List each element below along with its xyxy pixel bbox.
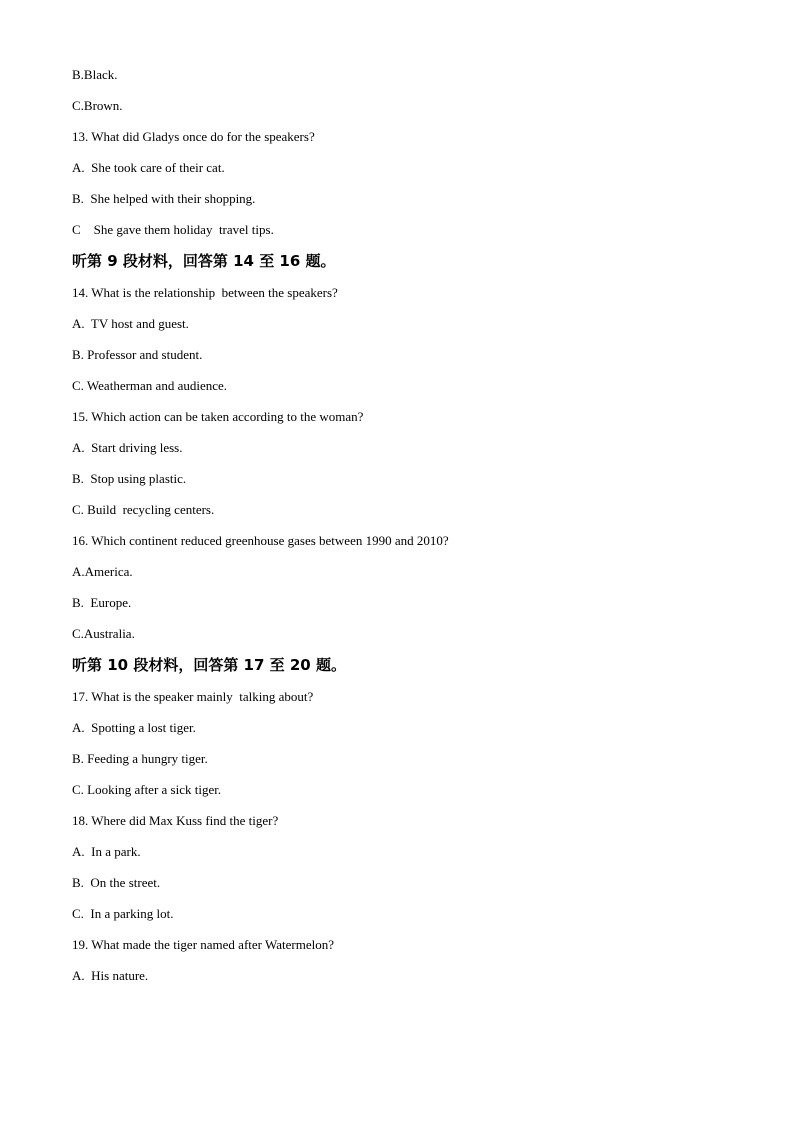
option-line: B. Professor and student. — [72, 347, 203, 362]
option-line: B. On the street. — [72, 875, 161, 890]
question-line: 19. What made the tiger named after Watermelon? — [72, 937, 334, 952]
option-line: B. Stop using plastic. — [72, 471, 187, 486]
question-line: 16. Which continent reduced greenhouse gases between 1990 and 2010? — [72, 533, 449, 548]
option-line: C. Looking after a sick tiger. — [72, 782, 222, 797]
option-line: A. Spotting a lost tiger. — [72, 720, 196, 735]
question-line: 14. What is the relationship between the speakers? — [72, 285, 338, 300]
document-page — [72, 66, 732, 998]
option-line: A. Start driving less. — [72, 440, 183, 455]
section-heading: 听第 9 段材料，回答第 14 至 16 题。 — [72, 252, 336, 270]
option-line: B. Europe. — [72, 595, 132, 610]
question-line: 17. What is the speaker mainly talking about? — [72, 689, 314, 704]
option-line: C. Weatherman and audience. — [72, 378, 228, 393]
option-line: A. His nature. — [72, 968, 149, 983]
option-line: A. In a park. — [72, 844, 141, 859]
option-line: C.Brown. — [72, 98, 123, 113]
option-line: C. In a parking lot. — [72, 906, 174, 921]
option-line: C.Australia. — [72, 626, 135, 641]
option-line: C. Build recycling centers. — [72, 502, 215, 517]
option-line: A.America. — [72, 564, 133, 579]
option-line: A. TV host and guest. — [72, 316, 189, 331]
section-heading: 听第 10 段材料，回答第 17 至 20 题。 — [72, 656, 346, 674]
question-line: 15. Which action can be taken according to the woman? — [72, 409, 364, 424]
option-line: B. Feeding a hungry tiger. — [72, 751, 208, 766]
option-line: B.Black. — [72, 67, 118, 82]
question-line: 18. Where did Max Kuss find the tiger? — [72, 813, 279, 828]
option-line: C She gave them holiday travel tips. — [72, 222, 274, 237]
option-line: A. She took care of their cat. — [72, 160, 225, 175]
option-line: B. She helped with their shopping. — [72, 191, 256, 206]
question-line: 13. What did Gladys once do for the speakers? — [72, 129, 315, 144]
